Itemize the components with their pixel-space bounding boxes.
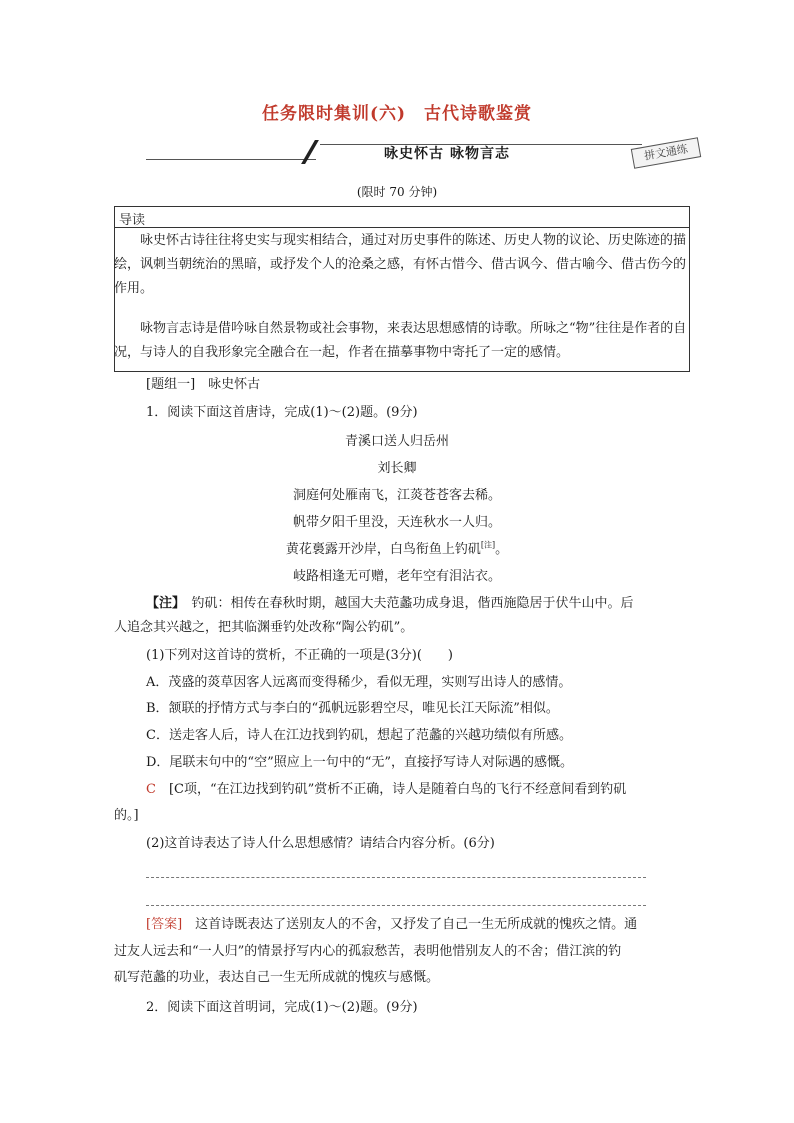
answer-1-line-2: 的。] bbox=[114, 808, 139, 823]
poem-line-3-text: 黄花裛露开沙岸，白鸟衔鱼上钓矶 bbox=[285, 542, 481, 557]
banner-text-a: 咏史怀古 bbox=[384, 146, 444, 162]
answer-2-line-1: 这首诗既表达了送别友人的不舍，又抒发了自己一生无所成就的愧疚之情。通 bbox=[195, 917, 638, 932]
answer-tag: [答案] bbox=[146, 917, 183, 932]
banner-text-b: 咏物言志 bbox=[450, 146, 510, 162]
note-tag: 【注】 bbox=[146, 596, 179, 611]
note-mark: [注] bbox=[480, 540, 496, 550]
guide-heading: 导读 bbox=[119, 213, 146, 228]
answer-2 bbox=[146, 913, 686, 937]
note-line-1 bbox=[146, 592, 686, 616]
answer-2-line-3: 矶写范蠡的功业，表达自己一生无所成就的愧疚与感慨。 bbox=[114, 970, 440, 985]
poem-line-3: 黄花裛露开沙岸，白鸟衔鱼上钓矶[注]。 bbox=[285, 540, 509, 557]
banner-rule-left bbox=[146, 159, 316, 160]
option-c: C．送走客人后，诗人在江边找到钓矶，想起了范蠡的兴越功绩似有所感。 bbox=[146, 728, 572, 743]
note-text-1: 钓矶：相传在春秋时期，越国大夫范蠡功成身退，偕西施隐居于伏牛山中。后 bbox=[191, 596, 634, 611]
time-limit: (限时 70 分钟) bbox=[356, 185, 438, 199]
option-b: B．颔联的抒情方式与李白的“孤帆远影碧空尽，唯见长江天际流”相似。 bbox=[146, 701, 559, 716]
subquestion-1: (1)下列对这首诗的赏析，不正确的一项是(3分)( ) bbox=[146, 648, 453, 663]
answer-1 bbox=[146, 778, 686, 802]
note-line-2: 人追念其兴越之，把其临渊垂钓处改称“陶公钓矶”。 bbox=[114, 620, 414, 635]
poem-line-2: 帆带夕阳千里没，天连秋水一人归。 bbox=[292, 515, 501, 530]
practice-stamp: 拼文通练 bbox=[631, 137, 701, 169]
section-banner bbox=[384, 143, 510, 163]
answer-2-line-2: 过友人远去和“一人归”的情景抒写内心的孤寂愁苦，表明他惜别友人的不舍；借江滨的钓 bbox=[114, 944, 622, 959]
question-1-stem: 1．阅读下面这首唐诗，完成(1)～(2)题。(9分) bbox=[146, 405, 418, 420]
group-heading: [题组一] 咏史怀古 bbox=[146, 377, 261, 392]
title-main: 任务限时集训(六) bbox=[261, 104, 407, 124]
title-sub: 古代诗歌鉴赏 bbox=[424, 104, 533, 124]
option-a: A．茂盛的菼草因客人远离而变得稀少，看似无理，实则写出诗人的感情。 bbox=[146, 675, 572, 690]
question-2-stem: 2．阅读下面这首明词，完成(1)～(2)题。(9分) bbox=[146, 1000, 418, 1015]
poem-line-4: 岐路相逢无可赠，老年空有泪沾衣。 bbox=[292, 569, 501, 584]
guide-heading-row bbox=[115, 207, 689, 228]
banner-slash bbox=[301, 140, 319, 164]
answer-line-blank-2 bbox=[146, 905, 646, 906]
answer-line-blank-1 bbox=[146, 877, 646, 878]
guide-paragraph-2: 咏物言志诗是借吟咏自然景物或社会事物，来表达思想感情的诗歌。所咏之“物”往往是作者的自况，与诗人的自我形象完全融合在一起，作者在描摹事物中寄托了一定的感情。 bbox=[114, 321, 687, 360]
poem-line-1: 洞庭何处雁南飞，江菼苍苍客去稀。 bbox=[292, 488, 501, 503]
subquestion-2: (2)这首诗表达了诗人什么思想感情？请结合内容分析。(6分) bbox=[146, 836, 495, 851]
guide-paragraph-1: 咏史怀古诗往往将史实与现实相结合，通过对历史事件的陈述、历史人物的议论、历史陈迹的描绘，讽刺当朝统治的黑暗，或抒发个人的沧桑之感，有怀古惜今、借古讽今、借古喻今、借古伤今的作用。 bbox=[114, 233, 687, 296]
poem-title: 青溪口送人归岳州 bbox=[344, 434, 449, 449]
answer-1-line-1: [C项，“在江边找到钓矶”赏析不正确，诗人是随着白鸟的飞行不经意间看到钓矶 bbox=[168, 782, 627, 797]
option-d: D．尾联末句中的“空”照应上一句中的“无”，直接抒写诗人对际遇的感慨。 bbox=[146, 755, 574, 770]
page-title bbox=[0, 99, 794, 124]
poem-author: 刘长卿 bbox=[377, 461, 417, 476]
answer-letter: C bbox=[146, 782, 156, 797]
